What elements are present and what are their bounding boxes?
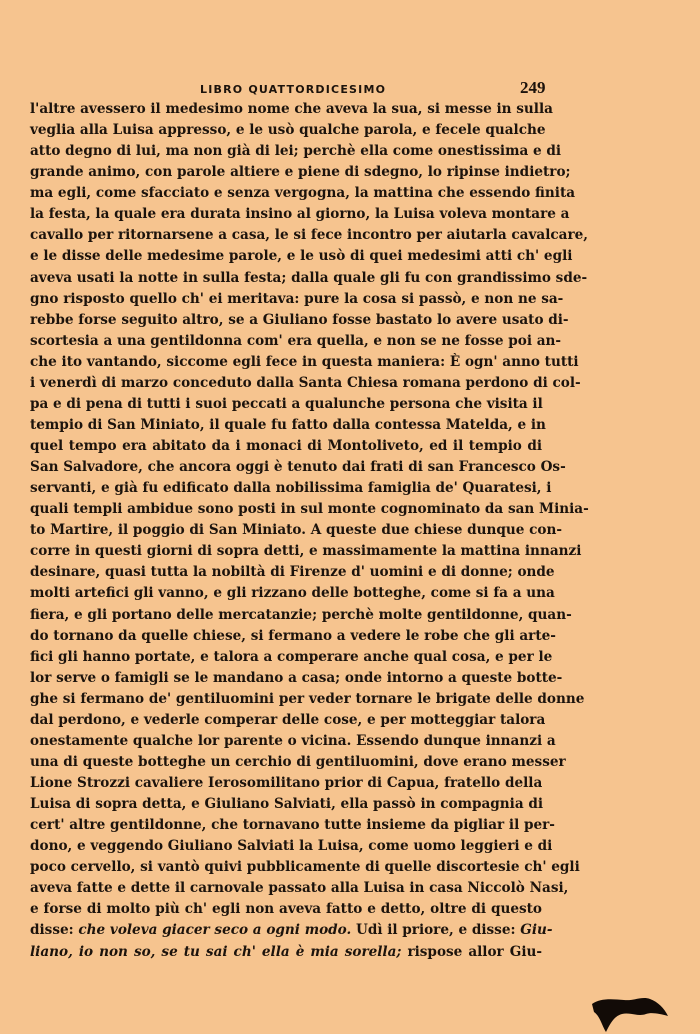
text-line: scortesia a una gentildonna com' era quella, e non se ne fosse poi an- (30, 332, 562, 349)
text-line: corre in questi giorni di sopra detti, e massimamente la mattina innanzi (30, 543, 582, 560)
text-line-mixed (30, 942, 542, 963)
text-line: e forse di molto più ch' egli non aveva fatto e detto, oltre di questo (30, 901, 542, 918)
text-line: che ito vantando, siccome egli fece in questa maniera: È ogn' anno tutti (30, 353, 579, 370)
ink-blot (590, 990, 670, 1034)
text-line: aveva usati la notte in sulla festa; dalla quale gli fu con grandissimo sde- (30, 269, 588, 286)
text-line: desinare, quasi tutta la nobiltà di Firenze d' uomini e di donne; onde (30, 564, 555, 581)
text-line: gno risposto quello ch' ei meritava: pure la cosa si passò, e non ne sa- (30, 290, 564, 307)
italic-quote: che voleva giacer seco a ogni modo. (78, 922, 352, 939)
text-line: la festa, la quale era durata insino al giorno, la Luisa voleva montare a (30, 206, 570, 223)
text-line: to Martire, il poggio di San Miniato. A queste due chiese dunque con- (30, 522, 563, 539)
text-line: cavallo per ritornarsene a casa, le si fece incontro per aiutarla cavalcare, (30, 227, 588, 244)
italic-quote: Giu- (520, 922, 553, 939)
text-line: ghe si fermano de' gentiluomini per veder tornare le brigate delle donne (30, 690, 585, 707)
body-text (30, 99, 589, 963)
text-line: ma egli, come sfacciato e senza vergogna, la mattina che essendo finita (30, 185, 576, 202)
italic-quote: liano, io non so, se tu sai ch' ella è mia sorella; (30, 943, 402, 960)
text-line: rebbe forse seguito altro, se a Giuliano fosse bastato lo avere usato di- (30, 311, 569, 328)
text-line: do tornano da quelle chiese, si fermano a vedere le robe che gli arte- (30, 627, 556, 644)
text-line: una di queste botteghe un cerchio di gentiluomini, dove erano messer (30, 753, 566, 770)
text-line: quali templi ambidue sono posti in sul monte cognominato da san Minia- (30, 501, 589, 518)
text-line: pa e di pena di tutti i suoi peccati a qualunche persona che visita il (30, 395, 543, 412)
text-line-mixed (30, 920, 553, 941)
page-number: 249 (520, 78, 546, 97)
text-line: onestamente qualche lor parente o vicina. Essendo dunque innanzi a (30, 732, 556, 749)
text-line: cert' altre gentildonne, che tornavano tutte insieme da pigliar il per- (30, 817, 555, 834)
running-title: LIBRO QUATTORDICESIMO (200, 83, 387, 96)
text-line: servanti, e già fu edificato dalla nobilissima famiglia de' Quaratesi, i (30, 480, 552, 497)
page-header (30, 78, 550, 100)
line-segment: disse: (30, 922, 79, 939)
text-line: grande animo, con parole altiere e piene di sdegno, lo ripinse indietro; (30, 164, 571, 181)
text-line: Luisa di sopra detta, e Giuliano Salviati, ella passò in compagnia di (30, 796, 544, 813)
text-line: e le disse delle medesime parole, e le usò di quei medesimi atti ch' egli (30, 248, 573, 265)
text-line: molti artefici gli vanno, e gli rizzano delle botteghe, come si fa a una (30, 585, 555, 602)
text-line: lor serve o famigli se le mandano a casa; onde intorno a queste botte- (30, 669, 563, 686)
text-line: fici gli hanno portate, e talora a comperare anche qual cosa, e per le (30, 648, 553, 665)
text-line: Lione Strozzi cavaliere Ierosomilitano prior di Capua, fratello della (30, 775, 543, 791)
text-line: l'altre avessero il medesimo nome che aveva la sua, si messe in sulla (30, 101, 553, 117)
text-line: quel tempo era abitato da i monaci di Montoliveto, ed il tempio di (30, 438, 542, 454)
line-segment: Udì il priore, e disse: (351, 922, 521, 939)
text-line: atto degno di lui, ma non già di lei; perchè ella come onestissima e di (30, 143, 562, 160)
text-line: dal perdono, e vederle comperar delle cose, e per motteggiar talora (30, 711, 546, 728)
text-line: i venerdì di marzo conceduto dalla Santa Chiesa romana perdono di col- (30, 374, 581, 391)
text-line: tempio di San Miniato, il quale fu fatto dalla contessa Matelda, e in (30, 416, 546, 433)
line-segment: rispose allor Giu- (401, 943, 543, 960)
text-line: dono, e veggendo Giuliano Salviati la Luisa, come uomo leggieri e di (30, 838, 553, 855)
text-line: San Salvadore, che ancora oggi è tenuto dai frati di san Francesco Os- (30, 459, 566, 476)
text-line: fiera, e gli portano delle mercatanzie; perchè molte gentildonne, quan- (30, 606, 572, 623)
text-line: veglia alla Luisa appresso, e le usò qualche parola, e fecele qualche (30, 122, 546, 139)
text-line: poco cervello, si vantò quivi pubblicamente di quelle discortesie ch' egli (30, 859, 580, 876)
text-line: aveva fatte e dette il carnovale passato alla Luisa in casa Niccolò Nasi, (30, 880, 569, 897)
